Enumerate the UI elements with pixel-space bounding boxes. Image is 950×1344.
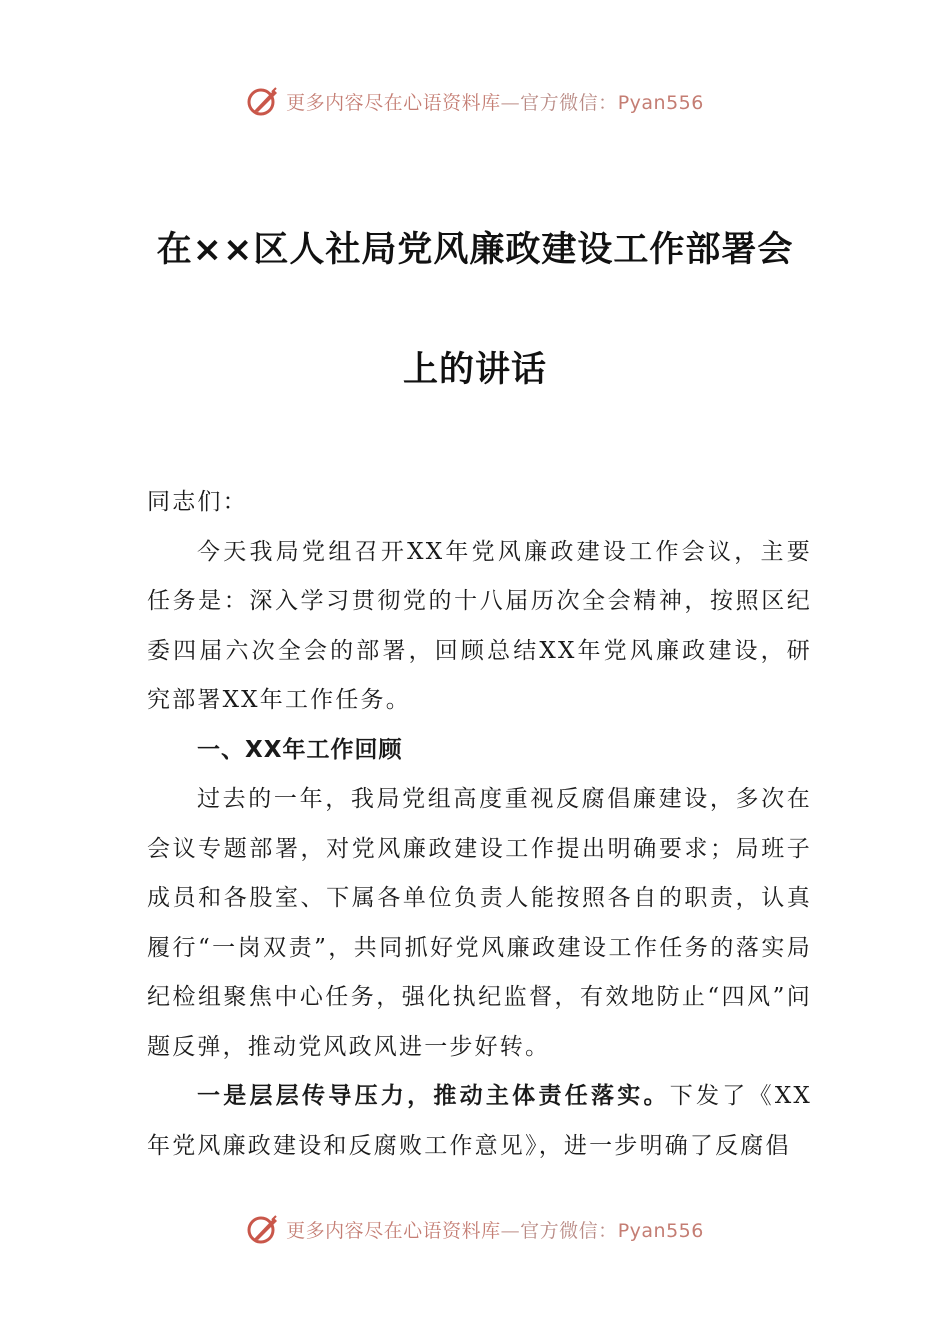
watermark-text: 更多内容尽在心语资料库 [286, 1219, 501, 1242]
quill-logo-icon [246, 1212, 280, 1246]
paragraph-intro: 今天我局党组召开XX年党风廉政建设工作会议，主要任务是：深入学习贯彻党的十八届历次全会精神，按照区纪委四届六次全会的部署，回顾总结XX年党风廉政建设，研究部署XX年工作任务。 [147, 538, 812, 713]
watermark-banner-bottom [0, 1212, 950, 1246]
salutation: 同志们： [147, 489, 248, 515]
watermark-wechat-label: 官方微信： [520, 1219, 618, 1242]
watermark-text: 更多内容尽在心语资料库 [286, 91, 501, 114]
watermark-separator: — [500, 91, 521, 114]
section-heading-review: 一、XX年工作回顾 [197, 736, 403, 763]
paragraph-first-point [147, 1072, 812, 1171]
watermark-wechat-label: 官方微信： [520, 91, 618, 114]
first-point-lead: 一是层层传导压力，推动主体责任落实。 [197, 1083, 670, 1109]
document-body [147, 478, 812, 1171]
document-title-line1: 在××区人社局党风廉政建设工作部署会 [156, 230, 794, 270]
document-title-line2: 上的讲话 [402, 350, 547, 390]
paragraph-review: 过去的一年，我局党组高度重视反腐倡廉建设，多次在会议专题部署，对党风廉政建设工作提出明确要求；局班子成员和各股室、下属各单位负责人能按照各自的职责，认真履行“一岗双责”，共同抓好党风廉政建设工作任务的落实局纪检组聚焦中心任务，强化执纪监督，有效地防止“四风”问题反弹，推动党风政风进一步好转。 [147, 786, 812, 1060]
first-point-text: 下发了《XX年党风廉政建设和反腐败工作意见》，进一步明确了反腐倡 [147, 1083, 812, 1159]
watermark-banner-top [0, 84, 950, 118]
quill-logo-icon [246, 84, 280, 118]
watermark-wechat-id: Pyan556 [617, 1219, 704, 1242]
watermark-separator: — [500, 1219, 521, 1242]
watermark-wechat-id: Pyan556 [617, 91, 704, 114]
